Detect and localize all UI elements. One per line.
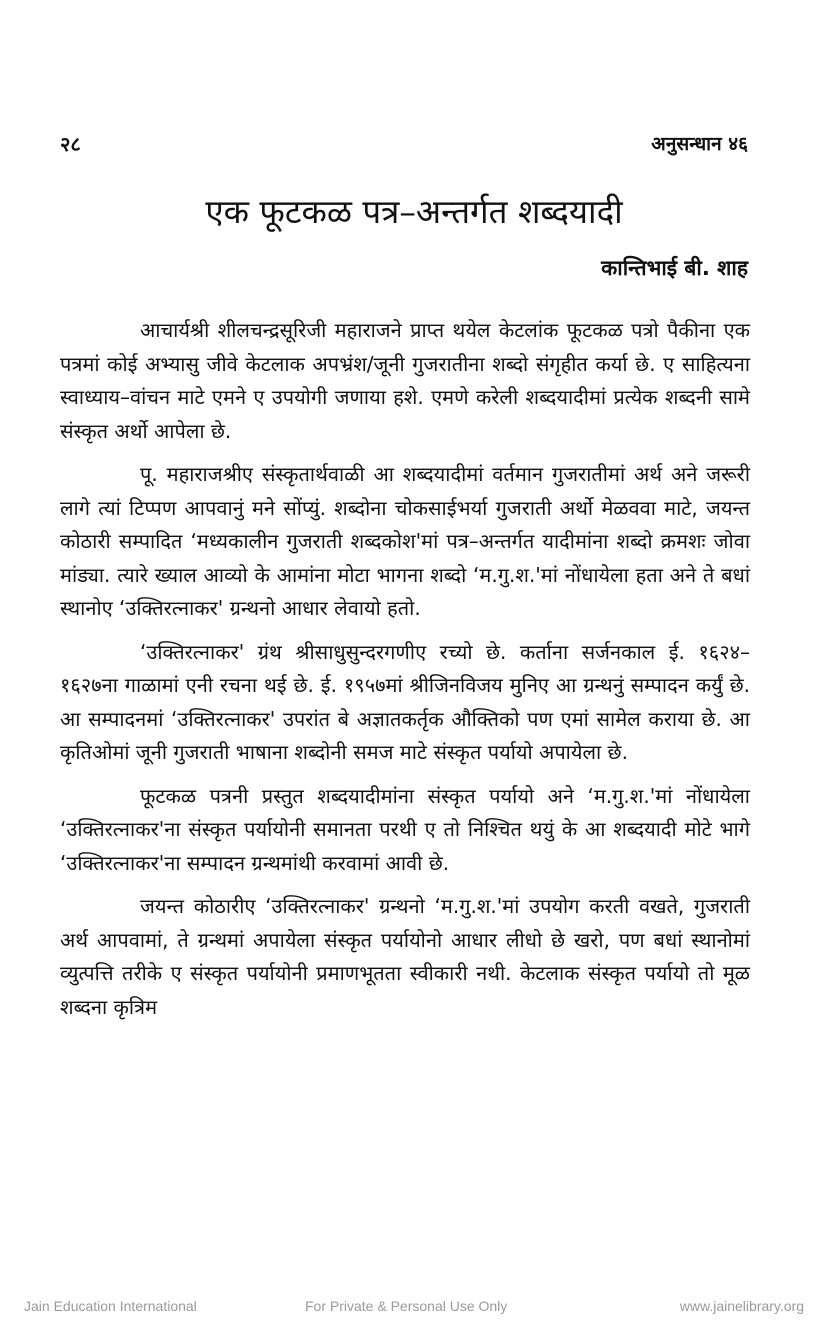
paragraph: फूटकळ पत्रनी प्रस्तुत शब्दयादीमांना संस्कृत पर्यायो अने ‘म.गु.श.'मां नोंधायेला ‘उक्तिरत्नाकर'ना संस्कृत पर्यायोनी समानता परथी ए तो निश्चित थयुं के आ शब्दयादी मोटे भागे ‘उक्तिरत्नाकर'ना सम्पादन ग्रन्थमांथी करवामां आवी छे. [60, 783, 750, 875]
footer-usage-note: For Private & Personal Use Only [305, 1298, 508, 1314]
footer-website-link[interactable]: www.jainelibrary.org [679, 1298, 804, 1314]
page-header [60, 130, 748, 160]
paragraph: ‘उक्तिरत्नाकर' ग्रंथ श्रीसाधुसुन्दरगणीए रच्यो छे. कर्ताना सर्जनकाल ई. १६२४–१६२७ना गाळामां एनी रचना थई छे. ई. १९५७मां श्रीजिनविजय मुनिए आ ग्रन्थनुं सम्पादन कर्युं छे. आ सम्पादनमां ‘उक्तिरत्नाकर' उपरांत बे अज्ञातकर्तृक औक्तिको पण एमां सामेल कराया छे. आ कृतिओमां जूनी गुजराती भाषाना शब्दोनी समज माटे संस्कृत पर्यायो अपायेला छे. [60, 639, 750, 764]
page-number: २८ [60, 132, 81, 156]
article-body [60, 314, 750, 1034]
article-title: एक फूटकळ पत्र–अन्तर्गत शब्दयादी [205, 192, 623, 231]
paragraph: जयन्त कोठारीए ‘उक्तिरत्नाकर' ग्रन्थनो ‘म.गु.श.'मां उपयोग करती वखते, गुजराती अर्थ आपवामां, ते ग्रन्थमां अपायेला संस्कृत पर्यायोनो आधार लीधो छे खरो, पण बधां स्थानोमां व्युत्पत्ति तरीके ए संस्कृत पर्यायोनी प्रमाणभूतता स्वीकारी नथी. केटलाक संस्कृत पर्यायो तो मूळ शब्दना कृत्रिम [60, 894, 750, 1019]
page-footer [0, 1298, 828, 1318]
article-author: कान्तिभाई बी. शाह [601, 256, 748, 280]
paragraph: पू. महाराजश्रीए संस्कृतार्थवाळी आ शब्दयादीमां वर्तमान गुजरातीमां अर्थ अने जरूरी लागे त्यां टिप्पण आपवानुं मने सोंप्युं. शब्दोना चोकसाईभर्या गुजराती अर्थो मेळववा माटे, जयन्त कोठारी सम्पादित ‘मध्यकालीन गुजराती शब्दकोश'मां पत्र–अन्तर्गत यादीमांना शब्दो क्रमशः जोवा मांड्या. त्यारे ख्याल आव्यो के आमांना मोटा भागना शब्दो ‘म.गु.श.'मां नोंधायेला हता अने ते बधां स्थानोए ‘उक्तिरत्नाकर' ग्रन्थनो आधार लेवायो हतो. [60, 462, 750, 620]
footer-publisher: Jain Education International [24, 1298, 197, 1314]
paragraph: आचार्यश्री शीलचन्द्रसूरिजी महाराजने प्राप्त थयेल केटलांक फूटकळ पत्रो पैकीना एक पत्रमां कोई अभ्यासु जीवे केटलाक अपभ्रंश/जूनी गुजरातीना शब्दो संगृहीत कर्या छे. ए साहित्यना स्वाध्याय–वांचन माटे एमने ए उपयोगी जणाया हशे. एमणे करेली शब्दयादीमां प्रत्येक शब्दनी सामे संस्कृत अर्थो आपेला छे. [60, 318, 750, 443]
running-head: अनुसन्धान ४६ [651, 133, 748, 155]
